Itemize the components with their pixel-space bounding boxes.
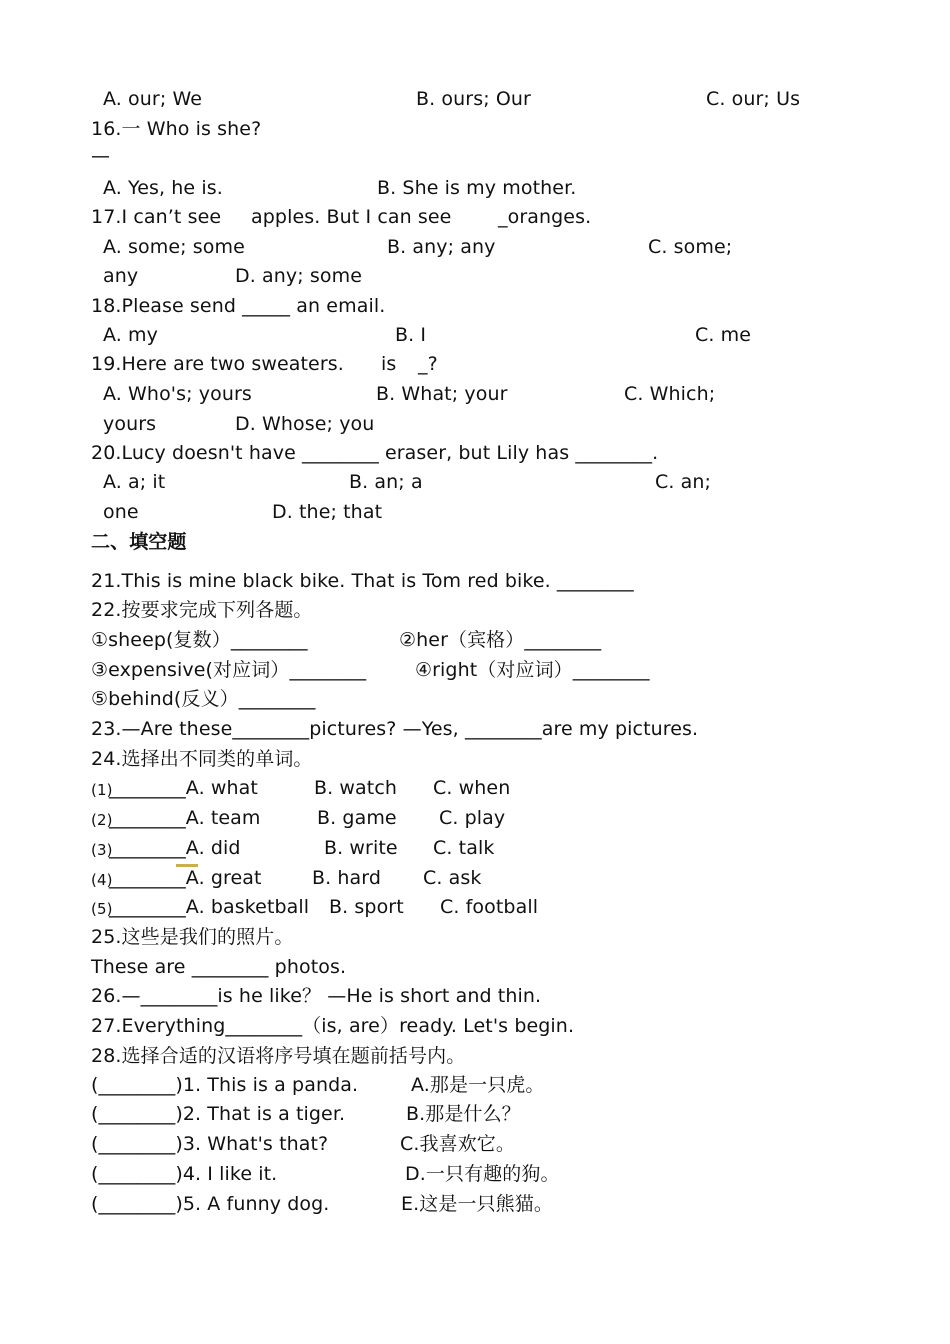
text-line: ________A. team <box>109 807 261 829</box>
text-line: (4) <box>91 871 113 889</box>
text-line: B. She is my mother. <box>377 177 577 199</box>
text-line: B.那是什么？ <box>406 1103 521 1125</box>
text-line: (________)1. This is a panda. <box>91 1074 359 1096</box>
text-line: 16.一 Who is she? <box>91 118 262 140</box>
text-line: A. Who's; yours <box>103 383 252 405</box>
text-line: B. sport <box>329 896 404 918</box>
text-line: 26.—________is he like？ —He is short and thin. <box>91 985 542 1007</box>
text-line: ________A. basketball <box>109 896 310 918</box>
text-line: These are ________ photos. <box>91 956 347 978</box>
text-line: A. my <box>103 324 158 346</box>
text-line: 22.按要求完成下列各题。 <box>91 599 313 621</box>
text-line: (________)4. I like it. <box>91 1163 278 1185</box>
text-line: 17.I can’t see <box>91 206 222 228</box>
text-line: apples. But I can see <box>251 206 452 228</box>
text-line: B. an; a <box>349 471 423 493</box>
text-line: 18.Please send _____ an email. <box>91 295 386 317</box>
text-line: ③expensive(对应词）________ <box>91 659 367 681</box>
text-line: C. our; Us <box>706 88 801 110</box>
text-line: A. Yes, he is. <box>103 177 223 199</box>
text-line: (________)2. That is a tiger. <box>91 1103 346 1125</box>
text-line: B. watch <box>314 777 398 799</box>
text-line: (________)5. A funny dog. <box>91 1193 330 1215</box>
text-line: C. ask <box>423 867 482 889</box>
text-line: B. ours; Our <box>416 88 531 110</box>
text-line: ②her（宾格）________ <box>399 629 602 651</box>
text-line: A.那是一只虎。 <box>411 1074 545 1096</box>
text-line: 27.Everything________（is, are）ready. Let's begin. <box>91 1015 575 1037</box>
text-line: (________)3. What's that? <box>91 1133 329 1155</box>
text-line: ①sheep(复数）________ <box>91 629 308 651</box>
text-line: 25.这些是我们的照片。 <box>91 926 294 948</box>
text-line: C. me <box>695 324 752 346</box>
text-line: is <box>381 353 397 375</box>
text-line: ________A. great <box>109 867 262 889</box>
text-line: A. our; We <box>103 88 203 110</box>
section-heading: 二、填空题 <box>91 531 187 553</box>
text-line: C. talk <box>433 837 495 859</box>
text-line: ④right（对应词）________ <box>415 659 650 681</box>
text-line: A. a; it <box>103 471 166 493</box>
text-line: ________A. what <box>109 777 258 799</box>
text-line: (2) <box>91 811 113 829</box>
text-line: E.这是一只熊猫。 <box>401 1193 553 1215</box>
text-line: 24.选择出不同类的单词。 <box>91 748 313 770</box>
text-line: C. an; <box>655 471 712 493</box>
text-line: A. some; some <box>103 236 245 258</box>
text-line: yours <box>103 413 157 435</box>
text-line: (3) <box>91 841 113 859</box>
text-line: B. game <box>317 807 397 829</box>
text-line: D. the; that <box>272 501 383 523</box>
text-line: C. some; <box>648 236 733 258</box>
text-line: C. Which; <box>624 383 716 405</box>
text-line: any <box>103 265 139 287</box>
text-line: 21.This is mine black bike. That is Tom red bike. ________ <box>91 570 634 592</box>
text-line: ⑤behind(反义）________ <box>91 688 316 710</box>
text-line: — <box>91 145 111 167</box>
text-line: C.我喜欢它。 <box>400 1133 516 1155</box>
text-line: B. I <box>395 324 427 346</box>
text-line: one <box>103 501 139 523</box>
text-line: B. any; any <box>387 236 496 258</box>
text-line: C. when <box>433 777 511 799</box>
text-line: D. Whose; you <box>235 413 375 435</box>
text-line: B. What; your <box>376 383 508 405</box>
text-line: 23.—Are these________pictures? —Yes, ________are my pictures. <box>91 718 699 740</box>
text-line: _oranges. <box>498 206 592 228</box>
text-line: (5) <box>91 900 113 918</box>
text-line: ________A. did <box>109 837 241 859</box>
text-line: B. write <box>324 837 398 859</box>
text-line: B. hard <box>312 867 382 889</box>
text-line: _? <box>418 353 438 375</box>
text-line: (1) <box>91 781 113 799</box>
text-line: D. any; some <box>235 265 363 287</box>
highlight-mark <box>176 864 198 867</box>
text-line: 28.选择合适的汉语将序号填在题前括号内。 <box>91 1045 466 1067</box>
text-line: 20.Lucy doesn't have ________ eraser, but Lily has ________. <box>91 442 659 464</box>
text-line: 19.Here are two sweaters. <box>91 353 344 375</box>
text-line: C. play <box>439 807 506 829</box>
text-line: D.一只有趣的狗。 <box>405 1163 560 1185</box>
text-line: C. football <box>440 896 539 918</box>
